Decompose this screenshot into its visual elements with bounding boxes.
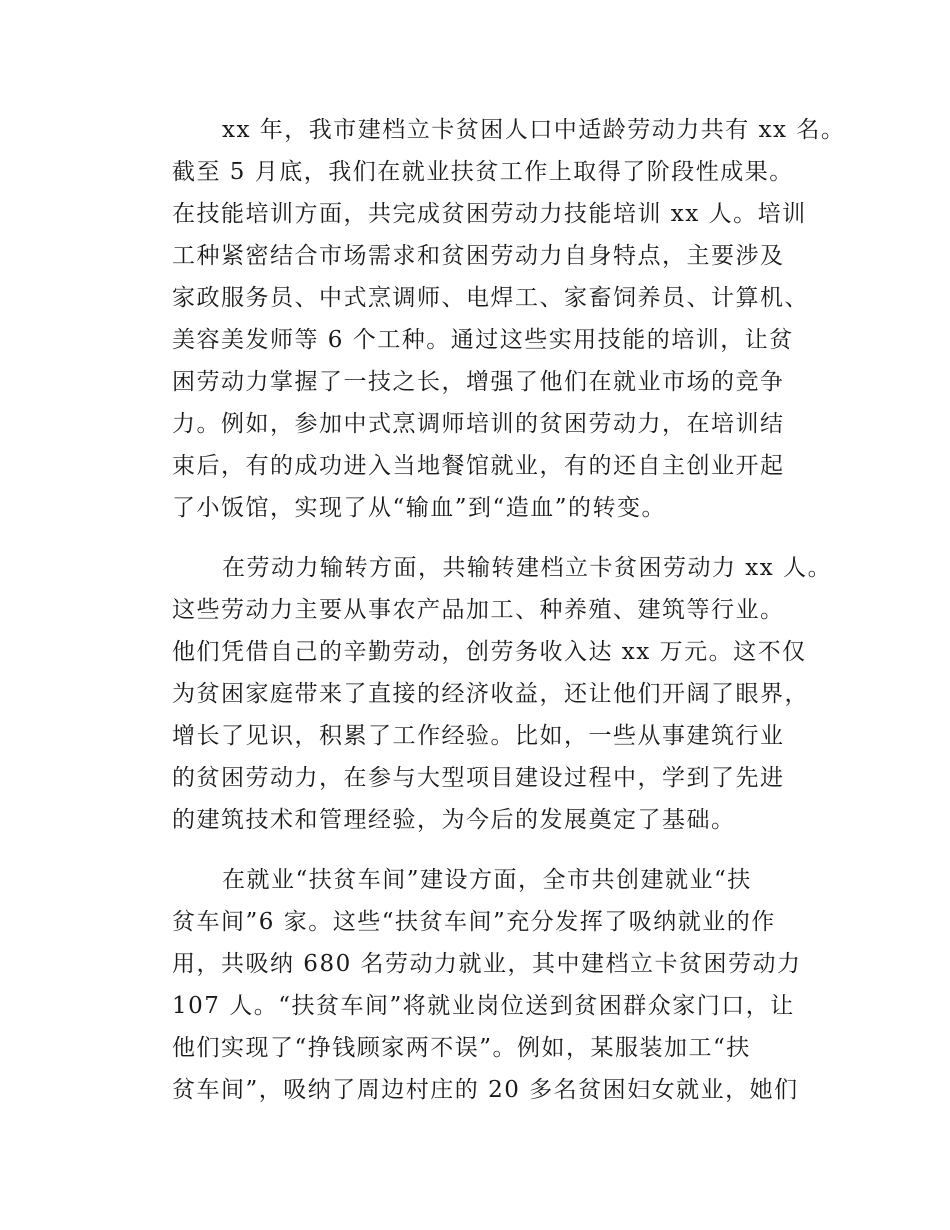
paragraph-line: 在就业“扶贫车间”建设方面，全市共创建就业“扶 — [222, 867, 752, 893]
paragraph-line: 他们凭借自己的辛勤劳动，创劳务收入达 xx 万元。这不仅 — [172, 639, 807, 665]
paragraph-line: 增长了见识，积累了工作经验。比如，一些从事建筑行业 — [172, 723, 785, 749]
paragraph-line: 束后，有的成功进入当地餐馆就业，有的还自主创业开起 — [172, 453, 785, 479]
paragraph-line: 的贫困劳动力，在参与大型项目建设过程中，学到了先进 — [172, 765, 785, 791]
paragraph-line: 截至 5 月底，我们在就业扶贫工作上取得了阶段性成果。 — [172, 159, 794, 185]
paragraph-line: 他们实现了“挣钱顾家两不误”。例如，某服装加工“扶 — [172, 1035, 751, 1061]
paragraph-line: 在劳动力输转方面，共输转建档立卡贫困劳动力 xx 人。 — [222, 555, 833, 581]
paragraph-line: 工种紧密结合市场需求和贫困劳动力自身特点，主要涉及 — [172, 243, 785, 269]
paragraph-line: 为贫困家庭带来了直接的经济收益，还让他们开阔了眼界， — [172, 681, 809, 707]
paragraph-line: 用，共吸纳 680 名劳动力就业，其中建档立卡贫困劳动力 — [172, 951, 802, 977]
paragraph-line: 这些劳动力主要从事农产品加工、种养殖、建筑等行业。 — [172, 597, 785, 623]
paragraph-line: 力。例如，参加中式烹调师培训的贫困劳动力，在培训结 — [172, 411, 785, 437]
paragraph-line: 的建筑技术和管理经验，为今后的发展奠定了基础。 — [172, 807, 736, 833]
paragraph-line: xx 年，我市建档立卡贫困人口中适龄劳动力共有 xx 名。 — [222, 117, 846, 143]
paragraph-line: 困劳动力掌握了一技之长，增强了他们在就业市场的竞争 — [172, 369, 785, 395]
paragraph-line: 贫车间”，吸纳了周边村庄的 20 多名贫困妇女就业，她们 — [172, 1077, 799, 1103]
paragraph-line: 了小饭馆，实现了从“输血”到“造血”的转变。 — [172, 495, 667, 521]
paragraph-line: 107 人。“扶贫车间”将就业岗位送到贫困群众家门口，让 — [172, 993, 795, 1019]
paragraph-line: 贫车间”6 家。这些“扶贫车间”充分发挥了吸纳就业的作 — [172, 909, 776, 935]
paragraph-line: 在技能培训方面，共完成贫困劳动力技能培训 xx 人。培训 — [172, 201, 807, 227]
paragraph-line: 美容美发师等 6 个工种。通过这些实用技能的培训，让贫 — [172, 327, 794, 353]
paragraph-line: 家政服务员、中式烹调师、电焊工、家畜饲养员、计算机、 — [172, 285, 809, 311]
